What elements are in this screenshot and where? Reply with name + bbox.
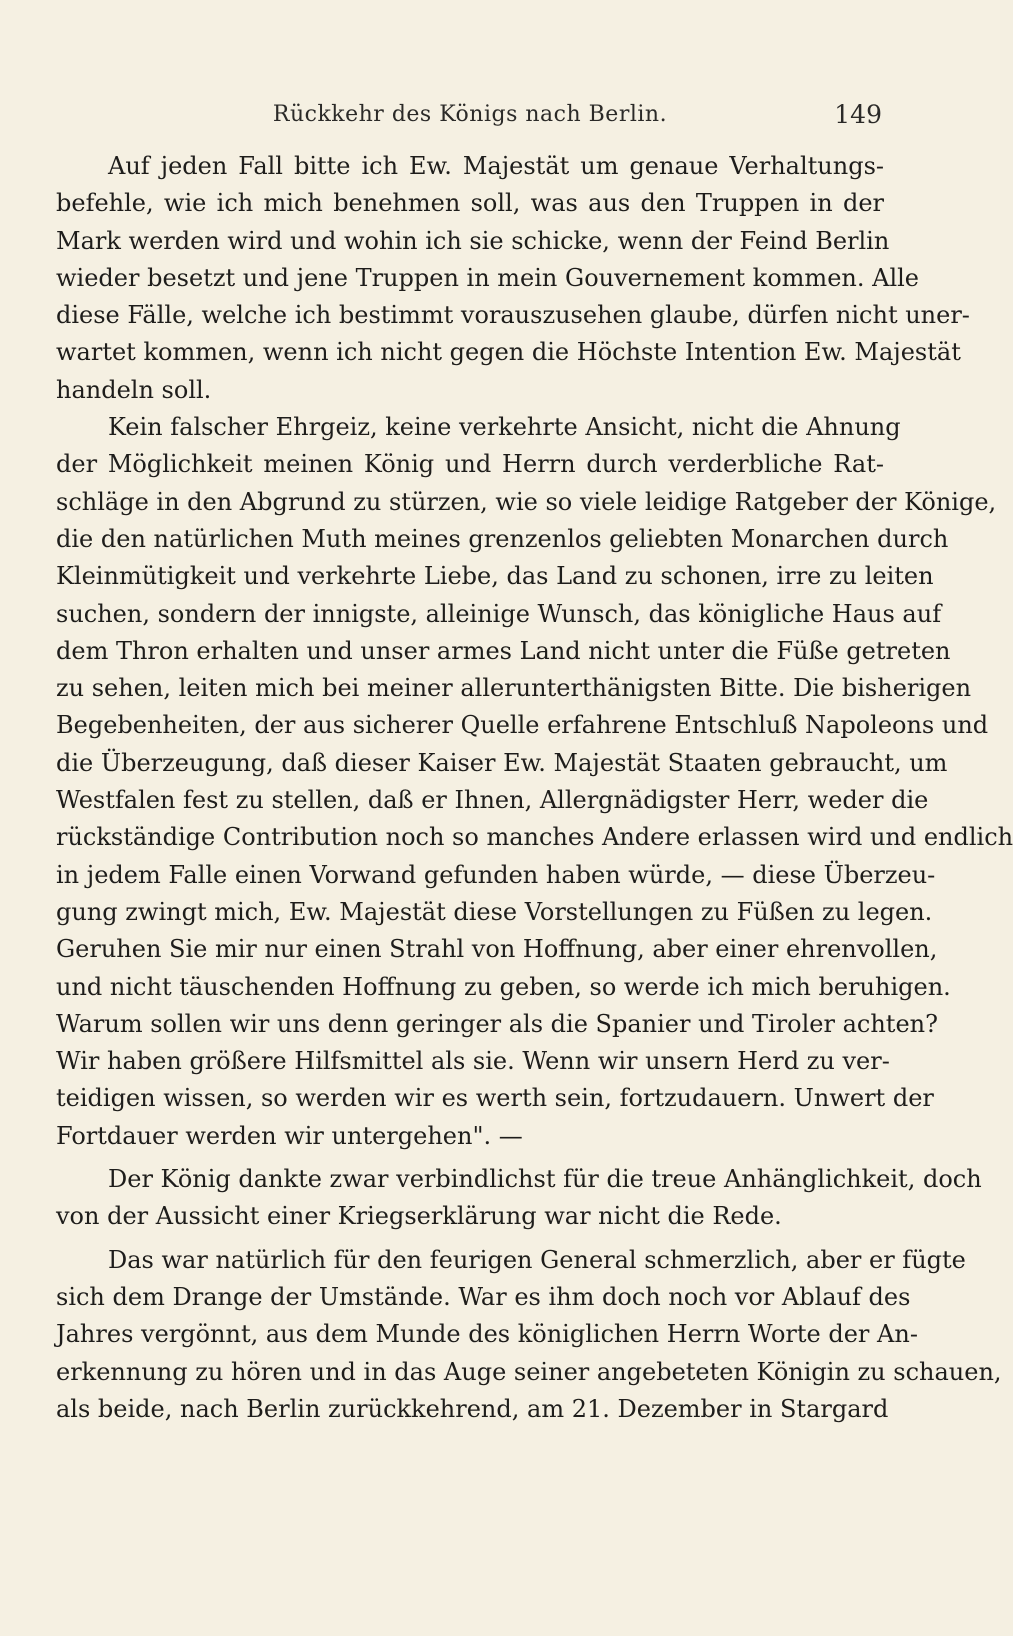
text-line: und nicht täuschenden Hoffnung zu geben, so werde ich mich beruhigen. — [56, 972, 951, 1001]
text-line: die den natürlichen Muth meines grenzenlos geliebten Monarchen durch — [56, 524, 949, 553]
text-line: der Möglichkeit meinen König und Herrn durch verderbliche Rat- — [56, 450, 884, 479]
text-line: suchen, sondern der innigste, alleinige Wunsch, das königliche Haus auf — [56, 599, 942, 628]
text-line: Mark werden wird und wohin ich sie schicke, wenn der Feind Berlin — [56, 226, 890, 255]
text-line: Auf jeden Fall bitte ich Ew. Majestät um genaue Verhaltungs- — [108, 152, 884, 180]
text-line: von der Aussicht einer Kriegserklärung war nicht die Rede. — [56, 1202, 782, 1231]
text-line: Westfalen fest zu stellen, daß er Ihnen, Allergnädigster Herr, weder die — [56, 786, 929, 815]
body-text — [56, 148, 1013, 1428]
text-line: handeln soll. — [56, 375, 212, 404]
text-line: zu sehen, leiten mich bei meiner allerunterthänigsten Bitte. Die bisherigen — [56, 674, 972, 703]
paragraph-4 — [56, 1242, 1002, 1428]
text-line: Jahres vergönnt, aus dem Munde des königlichen Herrn Worte der An- — [56, 1320, 918, 1349]
text-line: Kein falscher Ehrgeiz, keine verkehrte Ansicht, nicht die Ahnung — [108, 413, 901, 442]
text-line: gung zwingt mich, Ew. Majestät diese Vorstellungen zu Füßen zu legen. — [56, 897, 933, 926]
text-line: Geruhen Sie mir nur einen Strahl von Hoffnung, aber einer ehrenvollen, — [56, 935, 938, 964]
paragraph-3 — [56, 1161, 982, 1236]
page-number: 149 — [834, 100, 882, 129]
text-line: Begebenheiten, der aus sicherer Quelle erfahrene Entschluß Napoleons und — [56, 711, 989, 740]
paragraph-1 — [56, 148, 970, 409]
text-line: sich dem Drange der Umstände. War es ihm doch noch vor Ablauf des — [56, 1282, 911, 1311]
text-line: die Überzeugung, daß dieser Kaiser Ew. Majestät Staaten gebraucht, um — [56, 748, 948, 777]
text-line: Warum sollen wir uns denn geringer als die Spanier und Tiroler achten? — [56, 1009, 938, 1038]
paragraph-2 — [56, 409, 1013, 1155]
text-line: schläge in den Abgrund zu stürzen, wie so viele leidige Ratgeber der Könige, — [56, 487, 997, 516]
page-header — [56, 98, 884, 138]
text-line: Wir haben größere Hilfsmittel als sie. Wenn wir unsern Herd zu ver- — [56, 1047, 890, 1076]
text-line: erkennung zu hören und in das Auge seiner angebeteten Königin zu schauen, — [56, 1357, 1002, 1386]
text-line: Kleinmütigkeit und verkehrte Liebe, das Land zu schonen, irre zu leiten — [56, 562, 934, 591]
running-title: Rückkehr des Königs nach Berlin. — [272, 102, 668, 127]
text-line: teidigen wissen, so werden wir es werth sein, fortzudauern. Unwert der — [56, 1084, 934, 1113]
text-line: Das war natürlich für den feurigen General schmerzlich, aber er fügte — [108, 1245, 966, 1274]
text-line: rückständige Contribution noch so manches Andere erlassen wird und endlich — [56, 823, 1013, 852]
text-line: diese Fälle, welche ich bestimmt vorauszusehen glaube, dürfen nicht uner- — [56, 301, 970, 330]
text-line: wieder besetzt und jene Truppen in mein Gouvernement kommen. Alle — [56, 263, 919, 292]
text-line: in jedem Falle einen Vorwand gefunden haben würde, — diese Überzeu- — [56, 860, 936, 889]
text-line: Der König dankte zwar verbindlichst für die treue Anhänglichkeit, doch — [108, 1165, 982, 1194]
text-line: als beide, nach Berlin zurückkehrend, am 21. Dezember in Stargard — [56, 1394, 889, 1423]
text-line: befehle, wie ich mich benehmen soll, was aus den Truppen in der — [56, 189, 884, 218]
text-line: wartet kommen, wenn ich nicht gegen die Höchste Intention Ew. Majestät — [56, 338, 961, 367]
text-line: Fortdauer werden wir untergehen". — — [56, 1121, 523, 1150]
text-line: dem Thron erhalten und unser armes Land nicht unter die Füße getreten — [56, 636, 951, 665]
